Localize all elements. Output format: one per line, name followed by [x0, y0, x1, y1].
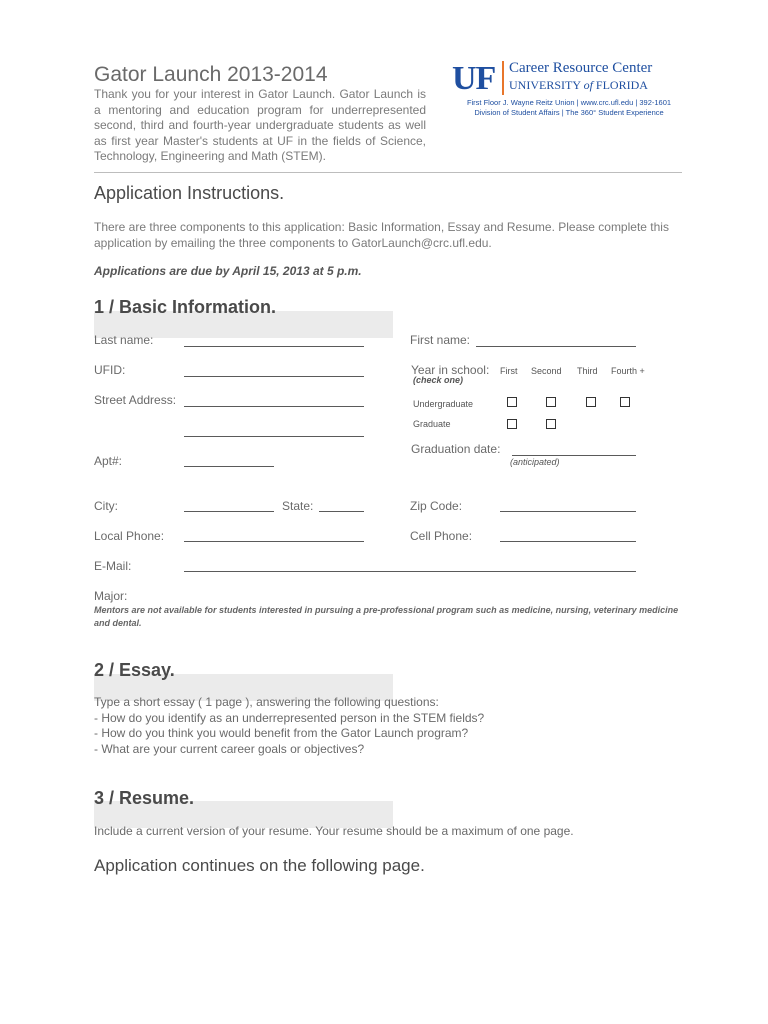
- cell-phone-label: Cell Phone:: [410, 529, 473, 543]
- check-one-hint: (check one): [413, 375, 464, 385]
- logo-crc-name: Career Resource Center: [509, 60, 653, 76]
- local-phone-label: Local Phone:: [94, 529, 165, 543]
- due-date: Applications are due by April 15, 2013 at 5 p.m.: [94, 264, 362, 278]
- essay-instructions: [94, 695, 594, 757]
- pre-professional-note: Mentors are not available for students interested in pursuing a pre-professional program such as medicine, nursing, veterinary medicine and dental.: [94, 605, 679, 628]
- ug-third-checkbox[interactable]: [586, 397, 596, 407]
- first-name-label: First name:: [410, 333, 471, 347]
- ug-first-checkbox[interactable]: [507, 397, 517, 407]
- resume-body: Include a current version of your resume. Your resume should be a maximum of one page.: [94, 824, 574, 838]
- ug-second-checkbox[interactable]: [546, 397, 556, 407]
- essay-line: - How do you think you would benefit from the Gator Launch program?: [94, 726, 469, 740]
- state-label: State:: [282, 499, 314, 513]
- essay-line: - What are your current career goals or objectives?: [94, 741, 365, 756]
- logo-divider: [502, 61, 504, 95]
- first-name-field[interactable]: [476, 346, 636, 347]
- local-phone-field[interactable]: [184, 541, 364, 542]
- essay-heading: 2 / Essay.: [94, 660, 175, 680]
- instructions-heading: Application Instructions.: [94, 183, 285, 203]
- col-first: First: [500, 366, 518, 376]
- essay-line: - How do you identify as an underrepresented person in the STEM fields?: [94, 710, 485, 725]
- ufid-field[interactable]: [184, 376, 364, 377]
- street-label: Street Address:: [94, 393, 177, 407]
- uf-mark: UF: [452, 60, 496, 97]
- logo-university-suffix: FLORIDA: [595, 78, 648, 92]
- col-second: Second: [531, 366, 562, 376]
- major-label: Major:: [94, 589, 128, 603]
- apt-field[interactable]: [184, 466, 274, 467]
- resume-heading: 3 / Resume.: [94, 788, 195, 808]
- grad-first-checkbox[interactable]: [507, 419, 517, 429]
- cell-phone-field[interactable]: [500, 541, 636, 542]
- basic-info-heading: 1 / Basic Information.: [94, 297, 277, 317]
- instructions-body: There are three components to this application: Basic Information, Essay and Resume. Please complete this application by emailing the three components to GatorLaunch@crc.ufl.edu.: [94, 220, 669, 250]
- graduation-date-field[interactable]: [512, 455, 636, 456]
- undergraduate-label: Undergraduate: [413, 399, 474, 409]
- uf-crc-logo: [452, 58, 684, 120]
- logo-university-prefix: UNIVERSITY: [509, 78, 581, 92]
- col-fourth: Fourth +: [611, 366, 645, 376]
- street-field-2[interactable]: [184, 436, 364, 437]
- last-name-field[interactable]: [184, 346, 364, 347]
- graduation-date-label: Graduation date:: [411, 442, 501, 456]
- zip-field[interactable]: [500, 511, 636, 512]
- city-label: City:: [94, 499, 118, 513]
- graduate-label: Graduate: [413, 419, 451, 429]
- logo-university-of: of: [583, 78, 593, 92]
- col-third: Third: [577, 366, 598, 376]
- street-field[interactable]: [184, 406, 364, 407]
- logo-division: Division of Student Affairs | The 360° Student Experience: [474, 108, 664, 117]
- continues-note: Application continues on the following page.: [94, 856, 425, 875]
- header-divider: [94, 172, 682, 173]
- grad-second-checkbox[interactable]: [546, 419, 556, 429]
- anticipated-hint: (anticipated): [510, 457, 560, 467]
- ug-fourth-checkbox[interactable]: [620, 397, 630, 407]
- apt-label: Apt#:: [94, 454, 123, 468]
- email-label: E-Mail:: [94, 559, 132, 573]
- page-title: Gator Launch 2013-2014: [94, 63, 328, 86]
- state-field[interactable]: [319, 511, 364, 512]
- last-name-label: Last name:: [94, 333, 154, 347]
- email-field[interactable]: [184, 571, 636, 572]
- year-in-school-label: Year in school:: [411, 363, 490, 377]
- zip-label: Zip Code:: [410, 499, 463, 513]
- ufid-label: UFID:: [94, 363, 126, 377]
- intro-paragraph: Thank you for your interest in Gator Launch. Gator Launch is a mentoring and education program for underrepresented second, third and fourth-year undergraduate students as well as first year Master's students at UF in the fields of Science, Technology, Engineering and Math (STEM).: [94, 87, 426, 163]
- logo-address: First Floor J. Wayne Reitz Union | www.crc.ufl.edu | 392-1601: [466, 98, 672, 107]
- city-field[interactable]: [184, 511, 274, 512]
- essay-line: Type a short essay ( 1 page ), answering the following questions:: [94, 695, 439, 709]
- logo-university: [509, 78, 648, 93]
